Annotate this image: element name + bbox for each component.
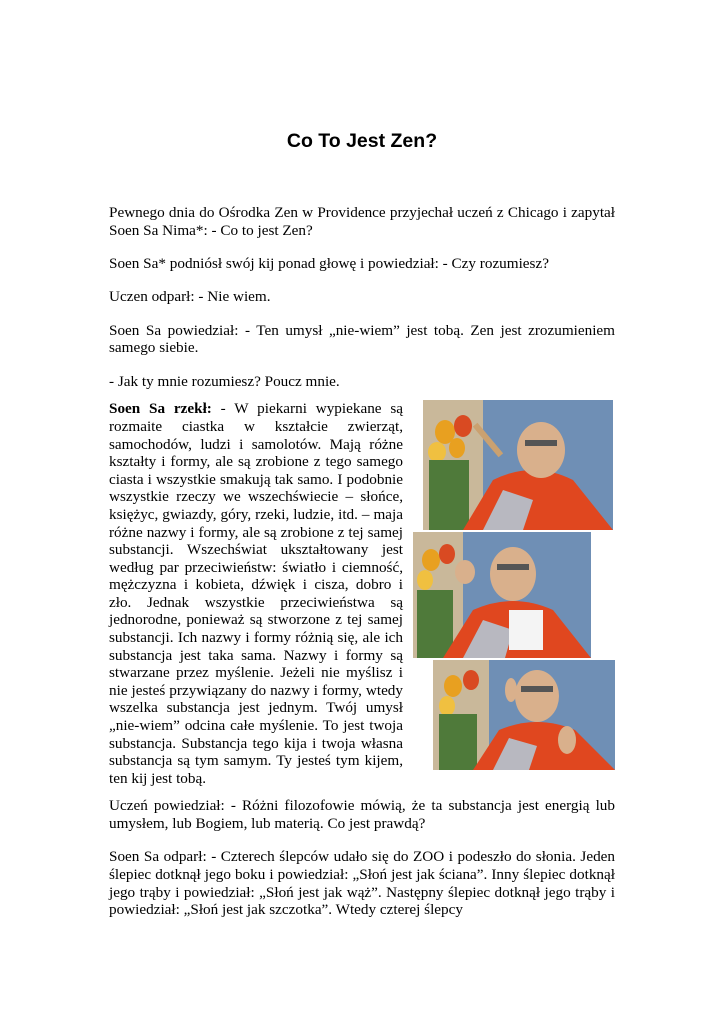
photo-column xyxy=(413,400,615,770)
master-photo-3 xyxy=(433,660,615,770)
master-photo-2 xyxy=(413,532,591,658)
paragraph-3: Uczen odparł: - Nie wiem. xyxy=(109,288,271,306)
paragraph-2: Soen Sa* podniósł swój kij ponad głowę i powiedział: - Czy rozumiesz? xyxy=(109,254,549,272)
paragraph-5: - Jak ty mnie rozumiesz? Poucz mnie. xyxy=(109,372,340,390)
paragraph-6-lead: Soen Sa rzekł: xyxy=(109,400,212,418)
document-body xyxy=(109,204,615,919)
paragraph-7: Uczeń powiedział: - Różni filozofowie mówią, że ta substancja jest energią lub umysłem, lub Bogiem, lub materią. Co jest prawdą? xyxy=(109,797,615,832)
paragraph-8: Soen Sa odparł: - Czterech ślepców udało się do ZOO i podeszło do słonia. Jeden ślepiec dotknął jego boku i powiedział: „Słoń jest jak ściana”. Inny ślepiec dotknął jego trąby i powiedział: „Słoń jest jak wąż”. Następny ślepiec dotknął jego trąby i powiedział: „Słoń jest jak szczotka”. Wtedy czterej ślepcy xyxy=(109,848,615,919)
page-title: Co To Jest Zen? xyxy=(286,130,438,152)
paragraph-1: Pewnego dnia do Ośrodka Zen w Providence przyjechał uczeń z Chicago i zapytał Soen Sa Nima*: - Co to jest Zen? xyxy=(109,204,615,239)
paragraph-4: Soen Sa powiedział: - Ten umysł „nie-wiem” jest tobą. Zen jest zrozumieniem samego siebie. xyxy=(109,321,615,357)
master-photo-1 xyxy=(423,400,613,530)
paragraph-6-text: - W piekarni wypiekane są rozmaite ciastka w kształcie zwierząt, samochodów, ludzi i samolotów. Mają różne kształty i formy, ale są zrobione z tego samego ciasta i wszystkie smakują tak samo. I podobnie wszystkie rzeczy we wszechświecie – słońce, księżyc, gwiazdy, góry, rzeki, ludzie, itd. – maja różne nazwy i formy, ale są zrobione z tej samej substancji. Wszechświat ukształtowany jest według par przeciwieństw: światło i ciemność, mężczyzna i kobieta, dźwięk i cisza, dobro i zło. Jednak wszystkie przeciwieństwa są jednorodne, ponieważ są stworzone z tej samej substancji. Ich nazwy i formy różnią się, ale ich substancja jest taka sama. Nazwy i formy są stwarzane przez myślenie. Jeżeli nie myślisz i nie jesteś przywiązany do nazwy i formy, wtedy wszelka substancja jest jednym. Twój umysł „nie-wiem” odcina całe myślenie. To jest twoja substancja. Substancja tego kija i twoja własna substancja są tym samym. Ty jesteś tym kijem, ten kij jest tobą. xyxy=(109,400,403,787)
